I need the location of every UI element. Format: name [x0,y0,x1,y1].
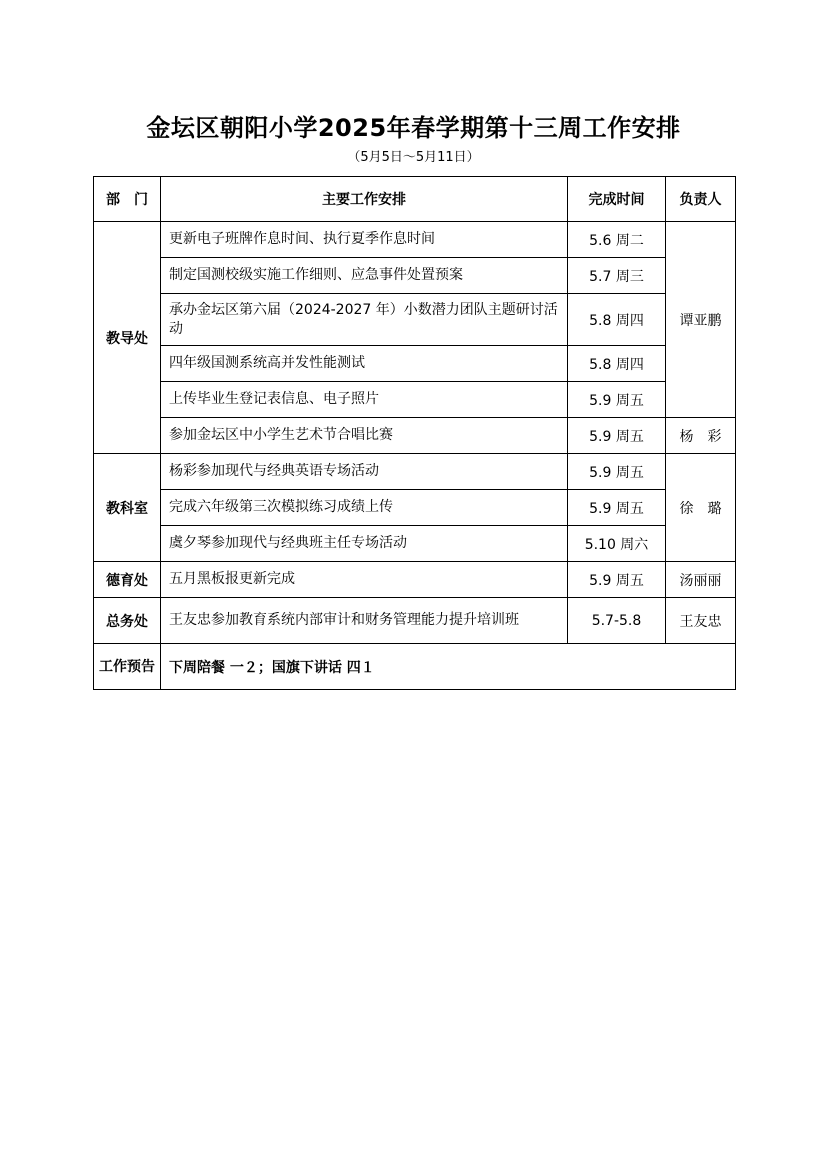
header-dept: 部 门 [94,177,161,222]
table-row [94,222,736,258]
dept-cell: 德育处 [94,562,161,598]
date-range: （5月5日～5月11日） [347,150,480,165]
owner-cell: 杨 彩 [666,418,736,454]
task-cell: 王友忠参加教育系统内部审计和财务管理能力提升培训班 [161,598,568,644]
owner-cell: 汤丽丽 [666,562,736,598]
time-cell: 5.9 周五 [568,490,666,526]
table-row [94,454,736,490]
time-cell: 5.9 周五 [568,382,666,418]
task-cell: 承办金坛区第六届（2024-2027 年）小数潜力团队主题研讨活动 [161,294,568,346]
owner-cell: 王友忠 [666,598,736,644]
task-cell: 杨彩参加现代与经典英语专场活动 [161,454,568,490]
task-cell: 五月黑板报更新完成 [161,562,568,598]
header-owner: 负责人 [666,177,736,222]
time-cell: 5.7 周三 [568,258,666,294]
time-cell: 5.8 周四 [568,294,666,346]
time-cell: 5.6 周二 [568,222,666,258]
preview-text: 下周陪餐 一２；国旗下讲话 四１ [161,644,736,690]
time-cell: 5.10 周六 [568,526,666,562]
time-cell: 5.9 周五 [568,418,666,454]
task-cell: 更新电子班牌作息时间、执行夏季作息时间 [161,222,568,258]
preview-row [94,644,736,690]
table-row [94,562,736,598]
table-row [94,418,736,454]
header-time: 完成时间 [568,177,666,222]
owner-cell: 徐 璐 [666,454,736,562]
table-row [94,526,736,562]
task-cell: 上传毕业生登记表信息、电子照片 [161,382,568,418]
table-row [94,294,736,346]
table-row [94,598,736,644]
owner-cell: 谭亚鹏 [666,222,736,418]
task-cell: 制定国测校级实施工作细则、应急事件处置预案 [161,258,568,294]
table-row [94,346,736,382]
table-row [94,382,736,418]
header-row [94,177,736,222]
preview-label: 工作预告 [94,644,161,690]
dept-cell: 总务处 [94,598,161,644]
task-cell: 完成六年级第三次模拟练习成绩上传 [161,490,568,526]
table-row [94,258,736,294]
time-cell: 5.9 周五 [568,454,666,490]
time-cell: 5.9 周五 [568,562,666,598]
dept-cell: 教科室 [94,454,161,562]
task-cell: 四年级国测系统高并发性能测试 [161,346,568,382]
dept-cell: 教导处 [94,222,161,454]
header-task: 主要工作安排 [161,177,568,222]
time-cell: 5.8 周四 [568,346,666,382]
task-cell: 虞夕琴参加现代与经典班主任专场活动 [161,526,568,562]
schedule-table [93,176,736,690]
time-cell: 5.7-5.8 [568,598,666,644]
table-row [94,490,736,526]
page-title: 金坛区朝阳小学2025年春学期第十三周工作安排 [146,114,681,142]
task-cell: 参加金坛区中小学生艺术节合唱比赛 [161,418,568,454]
